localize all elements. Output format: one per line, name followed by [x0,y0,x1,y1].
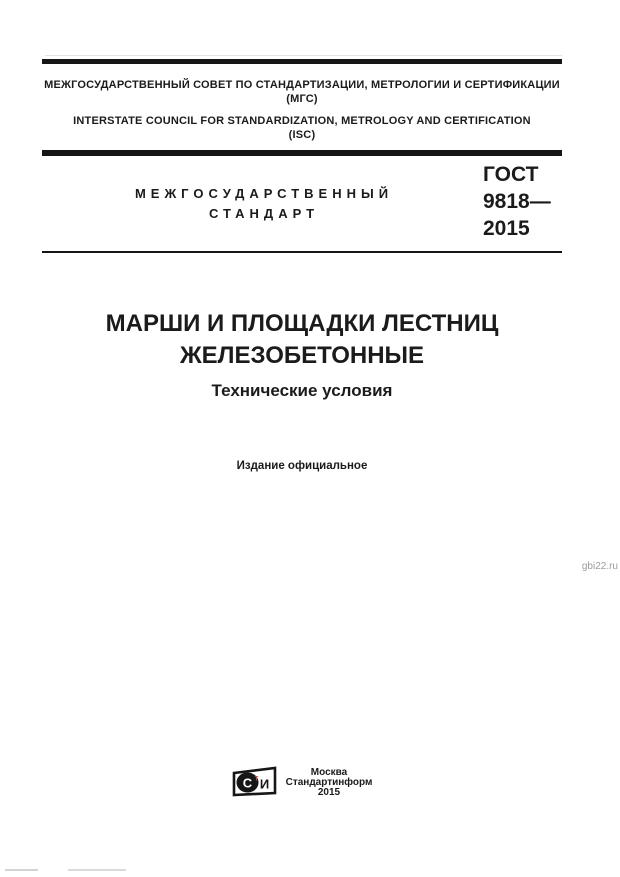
edition-note: Издание официальное [236,460,368,472]
standard-code-line2: 9818— [483,190,551,213]
middle-rule [42,150,562,156]
scan-artifact-bottom-left-1 [5,869,38,871]
logo-letter-i: И [259,776,269,792]
imprint-year: 2015 [317,787,341,798]
imprint-block [42,766,562,800]
top-rule [42,59,562,64]
standard-kind-line1: МЕЖГОСУДАРСТВЕННЫЙ [134,186,394,201]
council-en-line: INTERSTATE COUNCIL FOR STANDARDIZATION, METROLOGY AND CERTIFICATION [73,115,531,127]
council-name-russian [42,78,562,106]
document-title [42,308,562,372]
standartinform-logo-icon [232,766,277,800]
imprint-publisher: Стандартинформ [285,777,373,788]
scan-artifact-bottom-left-2 [68,869,126,871]
imprint-city: Москва [310,767,348,778]
imprint-text [286,768,373,798]
logo-letter-c: С [242,775,252,791]
site-watermark: gbi22.ru [581,561,618,572]
standard-code-line3: 2015 [483,217,530,240]
standard-code [483,161,551,242]
document-subtitle: Технические условия [211,381,393,400]
document-title-line1: МАРШИ И ПЛОЩАДКИ ЛЕСТНИЦ [105,310,499,337]
council-name-english [42,114,562,142]
logo-letter-t: т [254,773,259,783]
council-en-abbr: (ISC) [288,129,316,141]
council-ru-abbr: (МГС) [286,93,318,105]
council-ru-line: МЕЖГОСУДАРСТВЕННЫЙ СОВЕТ ПО СТАНДАРТИЗАЦИИ, МЕТРОЛОГИИ И СЕРТИФИКАЦИИ [44,79,560,91]
scan-artifact-top [45,55,562,56]
standard-code-line1: ГОСТ [483,163,539,186]
thin-rule [42,251,562,253]
standard-kind-label [42,184,486,224]
standard-kind-line2: СТАНДАРТ [208,206,320,221]
document-title-line2: ЖЕЛЕЗОБЕТОННЫЕ [179,342,425,369]
